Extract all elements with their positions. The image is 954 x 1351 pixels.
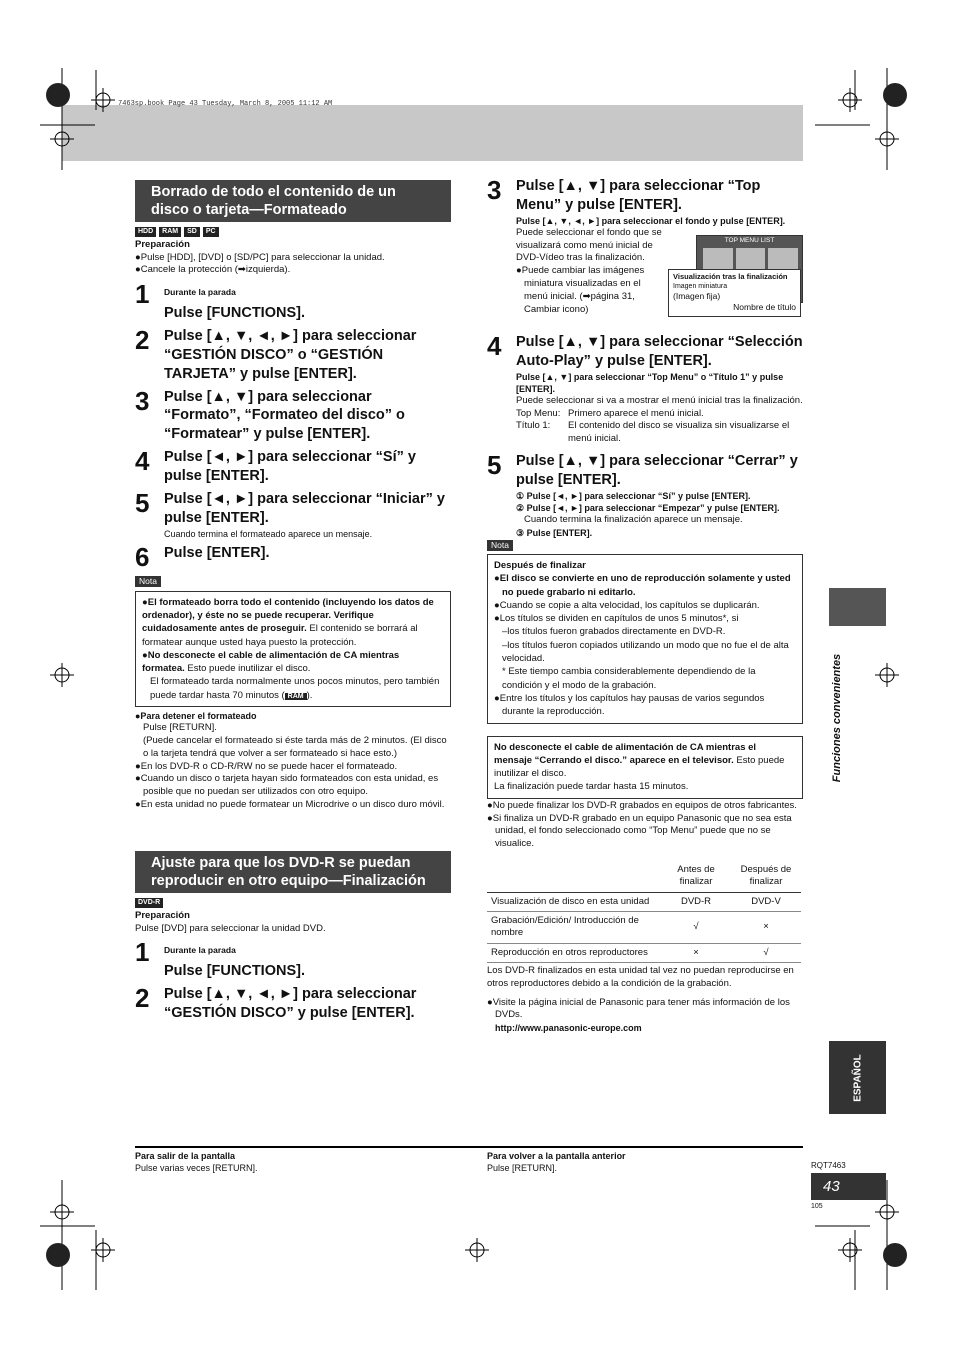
page-number: 43 bbox=[811, 1173, 886, 1200]
step-title: Pulse [▲, ▼] para seleccionar “Top Menu” y pulse [ENTER]. bbox=[516, 178, 761, 213]
substep: ① Pulse [◄, ►] para seleccionar “Sí” y pulse [ENTER]. bbox=[516, 490, 751, 501]
tv-name-label: Nombre de título bbox=[733, 301, 796, 312]
step-title: Pulse [FUNCTIONS]. bbox=[164, 305, 305, 322]
warning-text: El contenido se borrará al formatear aunque usted haya puesto la protección. bbox=[142, 623, 418, 648]
step-title: Pulse [◄, ►] para seleccionar “Iniciar” y pulse [ENTER]. bbox=[164, 490, 445, 526]
step-title: Pulse [▲, ▼] para seleccionar “Selección Auto-Play” y pulse [ENTER]. bbox=[516, 333, 803, 369]
substep: ② Pulse [◄, ►] para seleccionar “Empezar” y pulse [ENTER]. bbox=[516, 502, 780, 513]
step-3: 3 Pulse [▲, ▼] para seleccionar “Formato”, “Formateo del disco” o “Formatear” y pulse [ENTER]. bbox=[135, 388, 451, 445]
left-column-sec2 bbox=[135, 851, 451, 1023]
step-sub: Pulse [▲, ▼, ◄, ►] para seleccionar el fondo y pulse [ENTER]. bbox=[516, 215, 786, 226]
prep-line: ●Pulse [HDD], [DVD] o [SD/PC] para seleccionar la unidad. bbox=[135, 251, 385, 263]
tv-still-label: (Imagen fija) bbox=[673, 290, 721, 301]
language-tab: ESPAÑOL bbox=[829, 1041, 886, 1114]
warning-bold: ●El formateado borra todo el contenido (incluyendo los datos de ordenador), y éste no se puede recuperar. Verifique cuidadosamente antes de proseguir. bbox=[142, 596, 434, 635]
stop-line: (Puede cancelar el formateado si éste tarda más de 2 minutos. (El disco o la tarjeta tendrá que volver a ser formateado si hace esto.) bbox=[143, 735, 447, 759]
note-bullet: ●Cuando un disco o tarjeta hayan sido formateados con esta unidad, es posible que no puedan ser utilizados con otro equipo. bbox=[135, 773, 439, 798]
warning-text: Esto puede inutilizar el disco. bbox=[184, 663, 311, 675]
table-row: Visualización de disco en esta unidad DVD-R DVD-V bbox=[487, 892, 801, 911]
section-vertical-label: Funciones convenientes bbox=[830, 653, 843, 782]
prep-heading: Preparación bbox=[135, 239, 190, 251]
visit-note: ●Visite la página inicial de Panasonic para tener más información de los DVDs. bbox=[487, 996, 790, 1021]
warning-box: ●El formateado borra todo el contenido (incluyendo los datos de ordenador), y éste no se puede recuperar. Verifique cuidadosamente antes de proseguir. El contenido se borrará al formatear aunque usted haya puesto la protección. ●No desconecte el cable de alimentación de CA mientras formatea. Esto puede inutilizar el disco. El formateado tarda normalmente unos pocos minutos, pero también puede tardar hasta 70 minutos ( RAM ). bbox=[135, 591, 451, 707]
section-tab bbox=[829, 588, 886, 626]
table-note: Los DVD-R finalizados en esta unidad tal vez no puedan reproducirse en otros reproductores debido a la condición de la grabación. bbox=[487, 965, 794, 989]
footer-rule bbox=[135, 1146, 803, 1148]
tv-thumb-label: Imagen miniatura bbox=[673, 282, 728, 290]
warning-text: El formateado tarda normalmente unos pocos minutos, pero también puede tardar hasta 70 minutos ( bbox=[150, 676, 440, 701]
nota-label: Nota bbox=[135, 576, 161, 587]
website-link[interactable]: http://www.panasonic-europe.com bbox=[495, 1023, 642, 1034]
step-4: 4 Pulse [▲, ▼] para seleccionar “Selección Auto-Play” y pulse [ENTER]. Pulse [▲, ▼] para seleccionar “Top Menu” o “Título 1” y pulse [ENTER]. Puede seleccionar si va a mostrar el menú inicial tras la finalización. Top Menu: Primero aparece el menú inicial. Título 1: El contenido del disco se visualiza sin visualizarse el menú inicial. bbox=[487, 330, 803, 445]
prep-line: Pulse [DVD] para seleccionar la unidad DVD. bbox=[135, 922, 326, 934]
left-column bbox=[135, 180, 451, 812]
step-text: Puede seleccionar si va a mostrar el menú inicial tras la finalización. bbox=[516, 394, 803, 406]
warning-bold: ●No desconecte el cable de alimentación de CA mientras formatea. bbox=[142, 649, 400, 675]
option-label: Top Menu: bbox=[516, 407, 561, 419]
ac-warning-box: No desconecte el cable de alimentación de CA mientras el mensaje “Cerrando el disco.” aparece en el televisor. Esto puede inutilizar el disco. La finalización puede tardar hasta 15 minutos. bbox=[487, 736, 803, 799]
stop-heading: ●Para detener el formateado bbox=[135, 711, 257, 722]
step-6: 6 Pulse [ENTER]. bbox=[135, 544, 451, 570]
step-bullet: ●Puede cambiar las imágenes miniatura visualizadas en el menú inicial. (➡página 31, Cambiar icono) bbox=[516, 265, 645, 315]
sub-page-number: 105 bbox=[811, 1203, 823, 1210]
step-4: 4 Pulse [◄, ►] para seleccionar “Sí” y pulse [ENTER]. bbox=[135, 448, 451, 486]
step-text: Puede seleccionar el fondo que se visualizará como menú inicial de DVD-Vídeo tras la finalización. bbox=[516, 226, 662, 264]
model-number: RQT7463 bbox=[811, 1161, 846, 1170]
step-sub: Pulse [▲, ▼] para seleccionar “Top Menu” o “Título 1” y pulse [ENTER]. bbox=[516, 371, 784, 394]
note-bullet: ●No puede finalizar los DVD-R grabados en equipos de otros fabricantes. bbox=[487, 799, 797, 811]
footer-right: Para volver a la pantalla anterior Pulse [RETURN]. bbox=[487, 1151, 626, 1173]
substep: ③ Pulse [ENTER]. bbox=[516, 527, 593, 538]
during-stop: Durante la parada bbox=[164, 287, 236, 298]
prep-line: ●Cancele la protección (➡izquierda). bbox=[135, 264, 291, 276]
step-title: Pulse [▲, ▼, ◄, ►] para seleccionar “GESTIÓN DISCO” y pulse [ENTER]. bbox=[164, 986, 417, 1022]
tag-dvdr: DVD-R bbox=[135, 898, 163, 908]
right-column bbox=[487, 177, 803, 1034]
tag-hdd: HDD bbox=[135, 227, 156, 237]
step-title: Pulse [FUNCTIONS]. bbox=[164, 963, 305, 980]
step-1: 1 Durante la parada Pulse [FUNCTIONS]. bbox=[135, 939, 451, 981]
step-title: Pulse [▲, ▼, ◄, ►] para seleccionar “GESTIÓN DISCO” o “GESTIÓN TARJETA” y pulse [ENTER]. bbox=[164, 328, 417, 382]
note-bullet: ●En esta unidad no puede formatear un Microdrive o un disco duro móvil. bbox=[135, 799, 445, 811]
step-title: Pulse [◄, ►] para seleccionar “Sí” y pulse [ENTER]. bbox=[164, 449, 416, 485]
table-row: Reproducción en otros reproductores × √ bbox=[487, 943, 801, 962]
during-stop: Durante la parada bbox=[164, 945, 236, 956]
section-title-format: Borrado de todo el contenido de un disco o tarjeta—Formateado bbox=[135, 180, 451, 222]
step-title: Pulse [▲, ▼] para seleccionar “Formato”, “Formateo del disco” o “Formatear” y pulse [ENTER]. bbox=[164, 388, 405, 443]
note-bullet: ●En los DVD-R o CD-R/RW no se puede hacer el formateado. bbox=[135, 760, 398, 772]
stop-line: Pulse [RETURN]. bbox=[143, 722, 217, 734]
step-5: 5 Pulse [◄, ►] para seleccionar “Iniciar” y pulse [ENTER]. Cuando termina el formateado aparece un mensaje. bbox=[135, 490, 451, 540]
tag-pc: PC bbox=[203, 227, 219, 237]
section-title-finalize: Ajuste para que los DVD-R se puedan reproducir en otro equipo—Finalización bbox=[135, 851, 451, 893]
step-note: Cuando termina el formateado aparece un mensaje. bbox=[164, 528, 373, 539]
step-3: 3 Pulse [▲, ▼] para seleccionar “Top Menu” y pulse [ENTER]. Pulse [▲, ▼, ◄, ►] para seleccionar el fondo y pulse [ENTER]. TOP MENU LIST Visualización tras la finalización Imagen miniatura (Imagen fija) Nombre de título Puede seleccionar el fondo que se visualizará como menú inicial de DVD-Vídeo tras la finalización. ●Puede cambiar las imágenes miniatura visualizadas en el menú inicial. (➡página 31, Cambiar icono) bbox=[487, 177, 803, 327]
step-title: Pulse [▲, ▼] para seleccionar “Cerrar” y pulse [ENTER]. bbox=[516, 453, 798, 488]
option-label: Título 1: bbox=[516, 420, 551, 432]
tv-caption: Visualización tras la finalización bbox=[673, 271, 788, 281]
tag-sd: SD bbox=[184, 227, 200, 237]
footer-left: Para salir de la pantalla Pulse varias veces [RETURN]. bbox=[135, 1151, 258, 1173]
table-row: Grabación/Edición/ Introducción de nombre √ × bbox=[487, 912, 801, 944]
nota-label: Nota bbox=[487, 540, 513, 551]
after-finalize-box: Después de finalizar ●El disco se convierte en uno de reproducción solamente y usted no puede grabarlo ni editarlo. ●Cuando se copie a alta velocidad, los capítulos se duplicarán. ●Los títulos se dividen en capítulos de unos 5 minutos*, si –los títulos fueron grabados directamente en DVD-R. –los títulos fueron copiados utilizando un modo que no fue el de alta velocidad. * Este tiempo cambia considerablemente dependiendo de la condición y el modo de la grabación. ●Entre los títulos y los capítulos hay pausas de varios segundos durante la reproducción. bbox=[487, 554, 803, 724]
top-menu-illustration bbox=[668, 227, 803, 327]
step-2: 2 Pulse [▲, ▼, ◄, ►] para seleccionar “GESTIÓN DISCO” y pulse [ENTER]. bbox=[135, 985, 451, 1023]
substep-note: Cuando termina la finalización aparece un mensaje. bbox=[524, 514, 743, 526]
step-5: 5 Pulse [▲, ▼] para seleccionar “Cerrar” y pulse [ENTER]. ① Pulse [◄, ►] para seleccionar “Sí” y pulse [ENTER]. ② Pulse [◄, ►] para seleccionar “Empezar” y pulse [ENTER]. Cuando termina la finalización aparece un mensaje. ③ Pulse [ENTER]. bbox=[487, 452, 803, 539]
tv-title: TOP MENU LIST bbox=[724, 236, 775, 244]
step-title: Pulse [ENTER]. bbox=[164, 544, 270, 561]
box-heading: Después de finalizar bbox=[494, 559, 586, 571]
media-tags bbox=[135, 227, 451, 237]
step-1: 1 Durante la parada Pulse [FUNCTIONS]. bbox=[135, 281, 451, 323]
note-bullet: ●Si finaliza un DVD-R grabado en un equipo Panasonic que no sea esta unidad, el fondo seleccionado como “Top Menu” puede que no se visualice. bbox=[487, 812, 792, 850]
tag-ram: RAM bbox=[285, 693, 307, 700]
step-2: 2 Pulse [▲, ▼, ◄, ►] para seleccionar “GESTIÓN DISCO” o “GESTIÓN TARJETA” y pulse [ENTER]. bbox=[135, 327, 451, 384]
finalize-table: Antes de finalizar Después de finalizar Visualización de disco en esta unidad DVD-R DVD-V Grabación/Edición/ Introducción de nombre √ × Reproducción en otros reproductores × √ bbox=[487, 861, 801, 963]
tag-ram: RAM bbox=[159, 227, 181, 237]
prep-heading: Preparación bbox=[135, 910, 190, 922]
file-info: 7463sp.book Page 43 Tuesday, March 8, 2005 11:12 AM bbox=[118, 100, 333, 108]
